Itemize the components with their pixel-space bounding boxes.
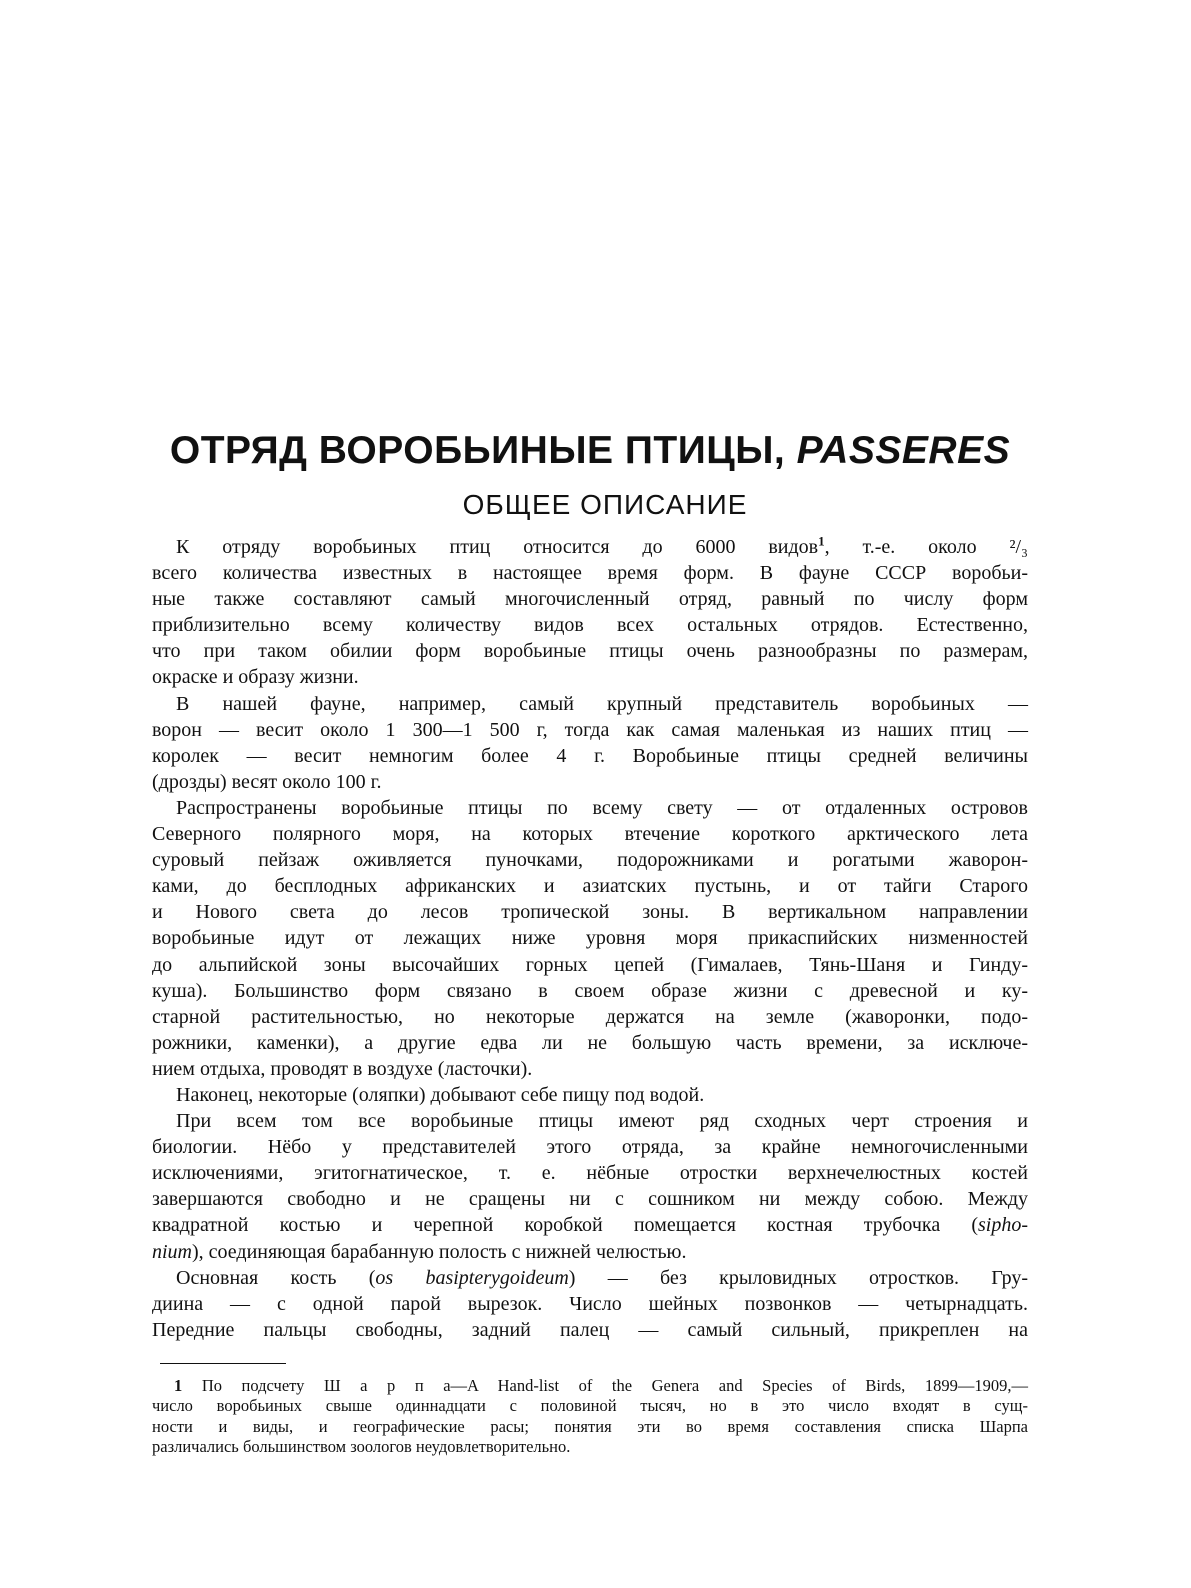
text-line: Передние пальцы свободны, задний палец — самый сильный, прикреплен на	[152, 1318, 1028, 1341]
paragraph-2	[152, 691, 1028, 795]
text-line: ные также составляют самый многочисленный отряд, равный по числу форм	[152, 588, 1028, 611]
footnote-line: различались большинством зоологов неудовлетворительно.	[152, 1437, 571, 1457]
text-line: куша). Большинство форм связано в своем образе жизни с древесной и ку-	[152, 979, 1028, 1002]
latin-term: sipho-	[978, 1214, 1028, 1237]
footnote-line: число воробьиных свыше одиннадцати с половиной тысяч, но в это число входят в сущ-	[152, 1396, 1028, 1416]
text-line: Распространены воробьиные птицы по всему свету — от отдаленных островов	[176, 796, 1028, 819]
footnote-divider	[160, 1363, 286, 1364]
paragraph-1	[152, 534, 1028, 691]
text-line: суровый пейзаж оживляется пуночками, подорожниками и рогатыми жаворон-	[152, 849, 1028, 872]
text-line: старной растительностью, но некоторые держатся на земле (жаворонки, подо-	[152, 1005, 1028, 1028]
text-line: до альпийской зоны высочайших горных цепей (Гималаев, Тянь-Шаня и Гинду-	[152, 953, 1028, 976]
text-line: что при таком обилии форм воробьиные птицы очень разнообразны по размерам,	[152, 640, 1028, 663]
text-line	[152, 1265, 1028, 1291]
text-span: , т.-е. около	[824, 536, 977, 558]
text-line	[152, 534, 1028, 560]
footnote-ref: 1	[818, 533, 825, 549]
text-line: (дрозды) весят около 100 г.	[152, 770, 382, 793]
footnote-line	[152, 1376, 1028, 1397]
text-line: и Нового света до лесов тропической зоны. В вертикальном направлении	[152, 901, 1028, 924]
latin-term: os basipterygoideum	[375, 1266, 569, 1289]
footnote-line: ности и виды, и географические расы; понятия эти во время составления списка Шарпа	[152, 1416, 1028, 1436]
text-span: ), соединяющая барабанную полость с нижней челюстью.	[192, 1240, 687, 1263]
text-line: рожники, каменки), а другие едва ли не большую часть времени, за исключе-	[152, 1031, 1028, 1054]
text-line: В нашей фауне, например, самый крупный представитель воробьиных —	[176, 692, 1028, 715]
text-line: воробьиные идут от лежащих ниже уровня моря прикаспийских низменностей	[152, 927, 1028, 950]
text-line: королек — весит немногим более 4 г. Воробьиные птицы средней величины	[152, 744, 1028, 767]
text-line: приблизительно всему количеству видов всех остальных отрядов. Естественно,	[152, 614, 1028, 637]
text-line: завершаются свободно и не сращены ни с сошником ни между собою. Между	[152, 1188, 1028, 1211]
text-line: диина — с одной парой вырезок. Число шейных позвонков — четырнадцать.	[152, 1292, 1028, 1315]
text-span: ) — без крыловидных отростков. Гру-	[568, 1266, 1029, 1289]
text-line: ками, до бесплодных африканских и азиатских пустынь, и от тайги Старого	[152, 875, 1028, 898]
title-russian: ОТРЯД ВОРОБЬИНЫЕ ПТИЦЫ,	[169, 429, 786, 472]
text-span: квадратной костью и черепной коробкой помещается костная трубочка (	[152, 1214, 978, 1237]
page-content	[152, 428, 1028, 1458]
paragraph-5	[152, 1108, 1028, 1265]
text-line: окраске и образу жизни.	[152, 666, 359, 689]
footnote	[152, 1376, 1028, 1458]
title-latin: PASSERES	[796, 429, 1011, 472]
paragraph-6	[152, 1265, 1028, 1343]
paragraph-4	[152, 1082, 1028, 1108]
text-span: Основная кость (	[176, 1266, 376, 1289]
text-line: биологии. Нёбо у представителей этого отряда, за крайне немногочисленными	[152, 1136, 1028, 1159]
latin-term: nium	[152, 1240, 192, 1263]
text-line	[152, 1239, 1028, 1265]
text-span: По подсчету Ш а р п а—A Hand-list of the Genera and Species of Birds, 1899—1909,—	[201, 1375, 1028, 1395]
text-line: Наконец, некоторые (оляпки) добывают себе пищу под водой.	[176, 1083, 705, 1106]
paragraph-3	[152, 795, 1028, 1082]
section-subtitle: ОБЩЕЕ ОПИСАНИЕ	[462, 489, 748, 520]
text-line: исключениями, эгитогнатическое, т. е. нёбные отростки верхнечелюстных костей	[152, 1162, 1028, 1185]
text-line: Северного полярного моря, на которых втечение короткого арктического лета	[152, 823, 1028, 846]
text-line: всего количества известных в настоящее время форм. В фауне СССР воробьи-	[152, 562, 1028, 585]
text-line: нием отдыха, проводят в воздухе (ласточки).	[152, 1057, 533, 1080]
page-title	[152, 428, 1028, 474]
body-text	[152, 534, 1028, 1343]
text-span: К отряду воробьиных птиц относится до 6000 видов	[176, 536, 819, 558]
text-line: При всем том все воробьиные птицы имеют ряд сходных черт строения и	[176, 1110, 1028, 1133]
fraction: ²/₃	[1009, 536, 1029, 558]
text-line	[152, 1212, 1028, 1238]
text-line: ворон — весит около 1 300—1 500 г, тогда как самая маленькая из наших птиц —	[152, 718, 1028, 741]
footnote-mark: 1	[174, 1375, 183, 1395]
